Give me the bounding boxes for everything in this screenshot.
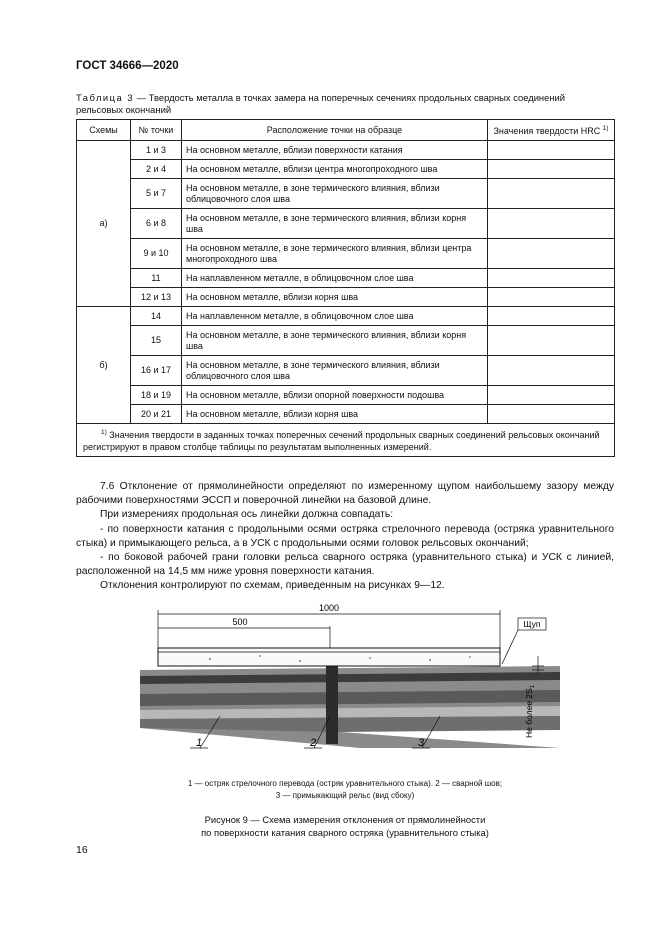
hrc-cell — [488, 405, 615, 424]
point-cell: 12 и 13 — [131, 288, 182, 307]
label-1: 1 — [196, 737, 203, 749]
table-row — [77, 209, 615, 239]
col-header-hrc — [488, 120, 615, 141]
hrc-cell — [488, 239, 615, 269]
paragraph-7-6: 7.6 Отклонение от прямолинейности определяют по измеренному щупом наибольшему зазору между рабочими поверхностями ЭССП и поверочной линейки на базовой длине. — [76, 481, 614, 507]
hardness-table — [76, 119, 615, 457]
point-cell: 16 и 17 — [131, 356, 182, 386]
side-label-sub: 1 — [530, 684, 536, 689]
hrc-cell — [488, 356, 615, 386]
side-label-text: Не более 2S — [524, 688, 534, 738]
paragraph-rolling-surface: - по поверхности катания с продольными осями остряка стрелочного перевода (остряка уравнительного стыка) и примыкающего рельса, а в УСК с продольными осями головок рельсовых окончаний; — [76, 523, 614, 549]
location-cell: На основном металле, в зоне термического влияния, вблизи облицовочного слоя шва — [182, 356, 488, 386]
location-cell: На основном металле, в зоне термического влияния, вблизи центра многопроходного шва — [182, 239, 488, 269]
paragraph-side-face: - по боковой рабочей грани головки рельса сварного остряка (уравнительного стыка) и УСК с линией, расположенной на 14,5 мм ниже уровня поверхности катания. — [76, 552, 614, 578]
label-3: 3 — [418, 737, 425, 749]
weld-seam — [326, 664, 338, 744]
point-cell: 11 — [131, 269, 182, 288]
paragraph-axis: При измерениях продольная ось линейки должна совпадать: — [100, 509, 394, 521]
location-cell: На основном металле, в зоне термического влияния, вблизи корня шва — [182, 326, 488, 356]
label-2: 2 — [310, 737, 317, 749]
hrc-cell — [488, 269, 615, 288]
hrc-cell — [488, 179, 615, 209]
table-footnote — [77, 424, 615, 457]
figure-legend — [76, 778, 614, 802]
col-header-point: № точки — [131, 120, 182, 141]
footnote-text: Значения твердости в заданных точках поперечных сечений продольных сварных соединений рельсовых окончаний регистрируют в правом столбце таблицы по результатам выполненных измерений. — [83, 430, 600, 452]
table-row — [77, 307, 615, 326]
table-row — [77, 179, 615, 209]
location-cell: На основном металле, вблизи опорной поверхности подошва — [182, 386, 488, 405]
table-footnote-row — [77, 424, 615, 457]
point-cell: 14 — [131, 307, 182, 326]
col-header-hrc-text: Значения твердости HRC — [493, 126, 601, 136]
table-row — [77, 239, 615, 269]
hrc-cell — [488, 307, 615, 326]
hrc-cell — [488, 386, 615, 405]
table-caption-text: — Твердость металла в точках замера на поперечных сечениях продольных сварных соединений рельсовых окончаний — [76, 92, 565, 115]
scheme-cell-a: а) — [77, 141, 131, 307]
feeler-probe — [502, 618, 546, 664]
paragraph-schemes: Отклонения контролируют по схемам, приведенным на рисунках 9—12. — [100, 580, 445, 592]
location-cell: На основном металле, в зоне термического влияния, вблизи корня шва — [182, 209, 488, 239]
footnote-sup: 1) — [101, 429, 107, 436]
point-cell: 1 и 3 — [131, 141, 182, 160]
table-row — [77, 160, 615, 179]
table-caption — [76, 92, 614, 116]
location-cell: На наплавленном металле, в облицовочном слое шва — [182, 269, 488, 288]
point-cell: 15 — [131, 326, 182, 356]
table-row — [77, 326, 615, 356]
table-row — [77, 405, 615, 424]
figure-legend-line2: 3 — примыкающий рельс (вид сбоку) — [275, 791, 415, 800]
scheme-cell-b: б) — [77, 307, 131, 424]
location-cell: На основном металле, вблизи корня шва — [182, 288, 488, 307]
hrc-cell — [488, 141, 615, 160]
table-header-row — [77, 120, 615, 141]
location-cell: На основном металле, в зоне термического влияния, вблизи облицовочного слоя шва — [182, 179, 488, 209]
document-header: ГОСТ 34666—2020 — [76, 60, 179, 72]
table-row — [77, 356, 615, 386]
location-cell: На основном металле, вблизи корня шва — [182, 405, 488, 424]
table-caption-prefix: Таблица 3 — [76, 92, 135, 103]
figure-legend-line1: 1 — остряк стрелочного перевода (остряк уравнительного стыка). 2 — сварной шов; — [187, 779, 503, 788]
point-cell: 20 и 21 — [131, 405, 182, 424]
figure-9-diagram — [140, 598, 560, 768]
dimension-500 — [158, 617, 330, 648]
point-cell: 2 и 4 — [131, 160, 182, 179]
hrc-cell — [488, 326, 615, 356]
hrc-cell — [488, 288, 615, 307]
figure-caption-line2: по поверхности катания сварного остряка (уравнительного стыка) — [201, 826, 489, 838]
col-header-location: Расположение точки на образце — [182, 120, 488, 141]
straightedge — [158, 648, 500, 666]
probe-label: Щуп — [523, 619, 541, 629]
col-header-hrc-sup: 1) — [602, 125, 609, 132]
dim-500-label: 500 — [232, 617, 248, 627]
point-cell: 18 и 19 — [131, 386, 182, 405]
location-cell: На основном металле, вблизи поверхности катания — [182, 141, 488, 160]
page-number: 16 — [76, 844, 88, 856]
dimension-1000 — [158, 603, 500, 648]
col-header-schemes: Схемы — [77, 120, 131, 141]
location-cell: На наплавленном металле, в облицовочном слое шва — [182, 307, 488, 326]
table-row — [77, 386, 615, 405]
hrc-cell — [488, 209, 615, 239]
table-row — [77, 269, 615, 288]
dim-1000-label: 1000 — [318, 603, 340, 613]
table-row — [77, 141, 615, 160]
point-cell: 6 и 8 — [131, 209, 182, 239]
point-cell: 5 и 7 — [131, 179, 182, 209]
point-cell: 9 и 10 — [131, 239, 182, 269]
table-row — [77, 288, 615, 307]
location-cell: На основном металле, вблизи центра многопроходного шва — [182, 160, 488, 179]
figure-caption-line1: Рисунок 9 — Схема измерения отклонения от прямолинейности — [204, 814, 486, 825]
rail-side-view — [140, 664, 560, 748]
hrc-cell — [488, 160, 615, 179]
figure-caption — [76, 814, 614, 839]
body-text — [76, 480, 614, 594]
